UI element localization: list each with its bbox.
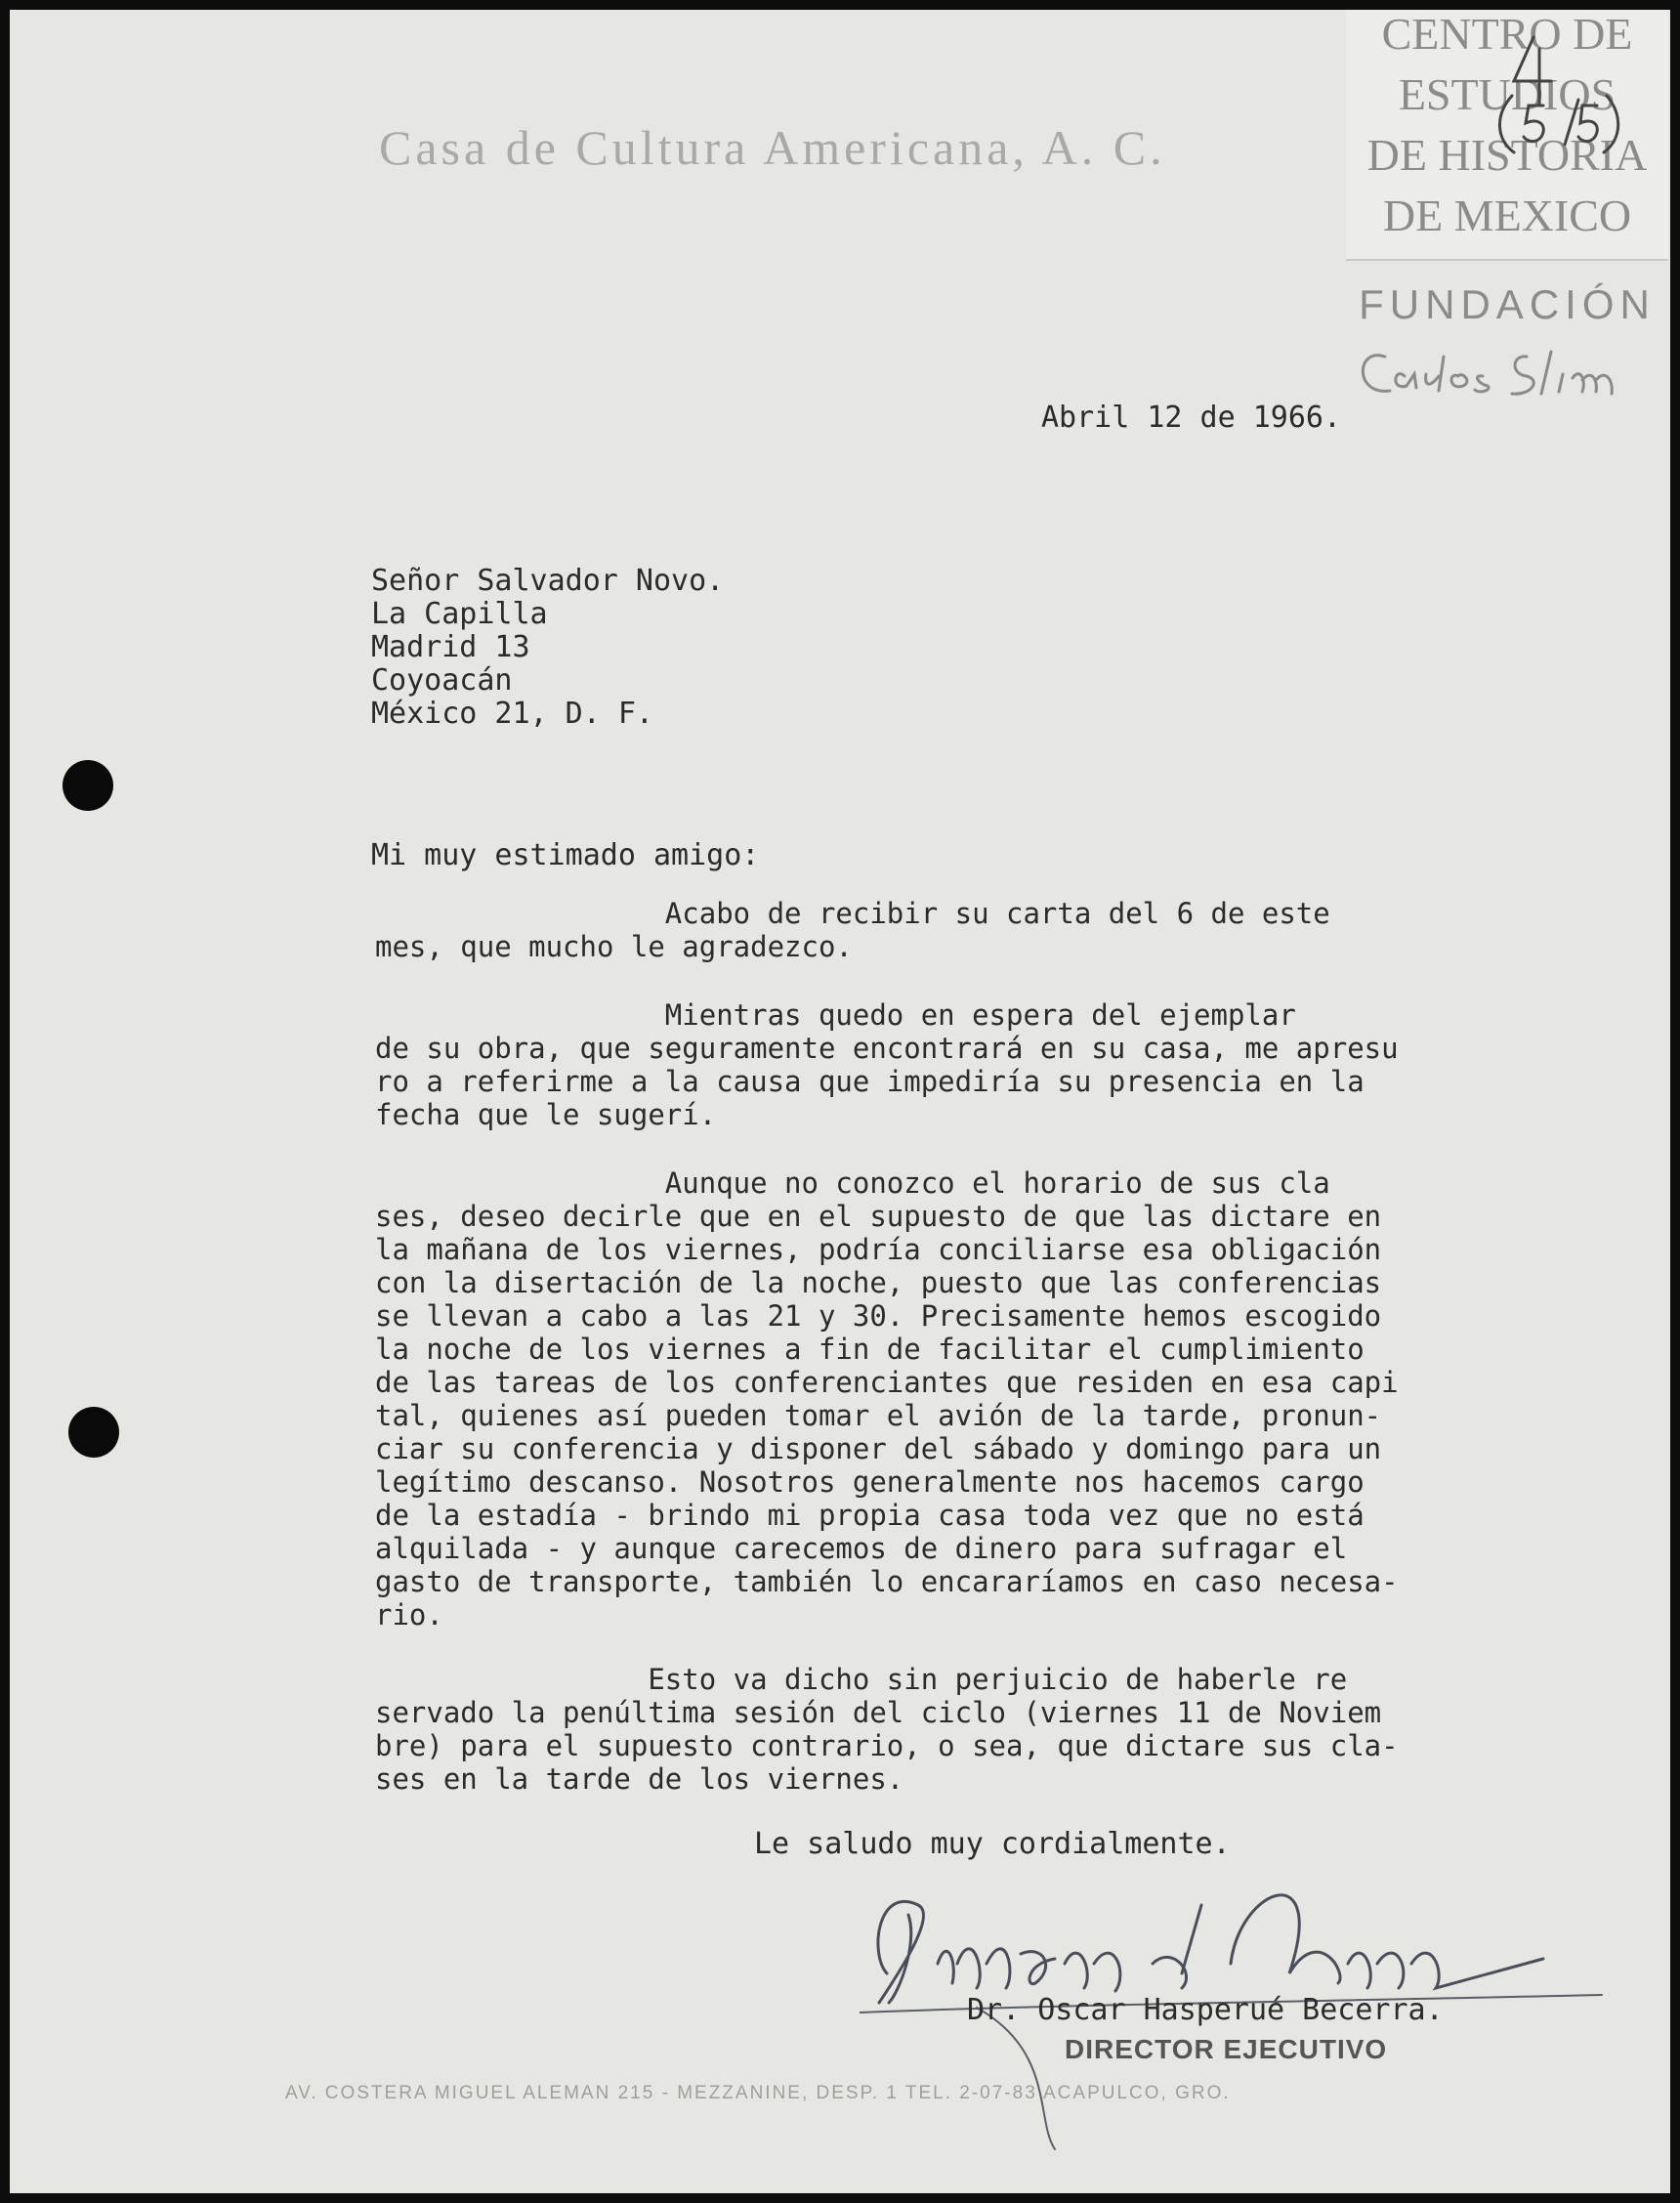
signer-name: Dr. Oscar Hasperué Becerra. <box>967 1993 1444 2027</box>
paragraph-3 <box>375 1166 1576 1631</box>
recipient-line: Madrid 13 <box>371 630 530 664</box>
text-line: de la estadía - brindo mi propia casa toda vez que no está <box>375 1499 1365 1532</box>
punch-hole <box>63 760 113 811</box>
archive-stamp-line: DE HISTORIA <box>1366 130 1648 180</box>
recipient-line: México 21, D. F. <box>371 697 653 731</box>
text-line: fecha que le sugerí. <box>375 1098 717 1131</box>
text-line: de su obra, que seguramente encontrará en su casa, me apresu <box>375 1032 1399 1065</box>
recipient-line: La Capilla <box>371 597 548 631</box>
recipient-address <box>371 565 724 731</box>
carlos-slim-signature <box>1346 337 1668 415</box>
closing: Le saludo muy cordialmente. <box>754 1827 1231 1861</box>
text-line: mes, que mucho le agradezco. <box>375 930 853 963</box>
paragraph-2 <box>375 998 1576 1131</box>
text-line: tal, quienes así pueden tomar el avión de la tarde, pronun- <box>375 1399 1382 1432</box>
text-line: se llevan a cabo a las 21 y 30. Precisamente hemos escogido <box>375 1299 1382 1333</box>
punch-hole <box>68 1407 119 1458</box>
text-line: Esto va dicho sin perjuicio de haberle re <box>375 1663 1348 1696</box>
archive-number-annotation <box>1475 27 1670 154</box>
signer-title: DIRECTOR EJECUTIVO <box>1065 2034 1388 2064</box>
text-line: ro a referirme a la causa que impediría su presencia en la <box>375 1065 1365 1098</box>
text-line: con la disertación de la noche, puesto que las conferencias <box>375 1266 1382 1299</box>
text-line: la noche de los viernes a fin de facilitar el cumplimiento <box>375 1333 1365 1366</box>
archive-stamp-line: CENTRO DE <box>1381 10 1633 59</box>
text-line: ses, deseo decirle que en el supuesto de que las dictare en <box>375 1200 1382 1233</box>
paragraph-1 <box>375 897 1576 963</box>
recipient-line: Coyoacán <box>371 663 513 698</box>
archive-stamp-line: ESTUDIOS <box>1398 69 1617 119</box>
paragraph-4 <box>375 1663 1576 1796</box>
recipient-name: Señor Salvador Novo. <box>371 564 725 598</box>
letterhead-footer: AV. COSTERA MIGUEL ALEMAN 215 - MEZZANINE, DESP. 1 TEL. 2-07-83 ACAPULCO, GRO. <box>285 2083 1231 2103</box>
text-line: Aunque no conozco el horario de sus cla <box>375 1166 1330 1200</box>
fundacion-label: FUNDACIÓN <box>1359 281 1656 327</box>
archive-stamp-line: DE MEXICO <box>1382 191 1632 240</box>
text-line: legítimo descanso. Nosotros generalmente nos hacemos cargo <box>375 1465 1365 1499</box>
greeting: Mi muy estimado amigo: <box>371 838 760 872</box>
text-line: la mañana de los viernes, podría conciliarse esa obligación <box>375 1233 1382 1266</box>
text-line: servado la penúltima sesión del ciclo (viernes 11 de Noviem <box>375 1696 1382 1729</box>
text-line: rio. <box>375 1598 443 1631</box>
text-line: ciar su conferencia y disponer del sábado y domingo para un <box>375 1432 1382 1465</box>
text-line: gasto de transporte, también lo encararíamos en caso necesa- <box>375 1565 1399 1598</box>
text-line: Acabo de recibir su carta del 6 de este <box>375 897 1330 930</box>
letter-page <box>10 10 1670 2193</box>
text-line: Mientras quedo en espera del ejemplar <box>375 998 1296 1032</box>
text-line: de las tareas de los conferenciantes que residen en esa capi <box>375 1366 1399 1399</box>
letterhead: Casa de Cultura Americana, A. C. <box>379 120 1166 175</box>
letter-date: Abril 12 de 1966. <box>1041 401 1342 435</box>
text-line: alquilada - y aunque carecemos de dinero para sufragar el <box>375 1532 1348 1565</box>
text-line: bre) para el supuesto contrario, o sea, que dictare sus cla- <box>375 1729 1399 1762</box>
text-line: ses en la tarde de los viernes. <box>375 1762 904 1796</box>
